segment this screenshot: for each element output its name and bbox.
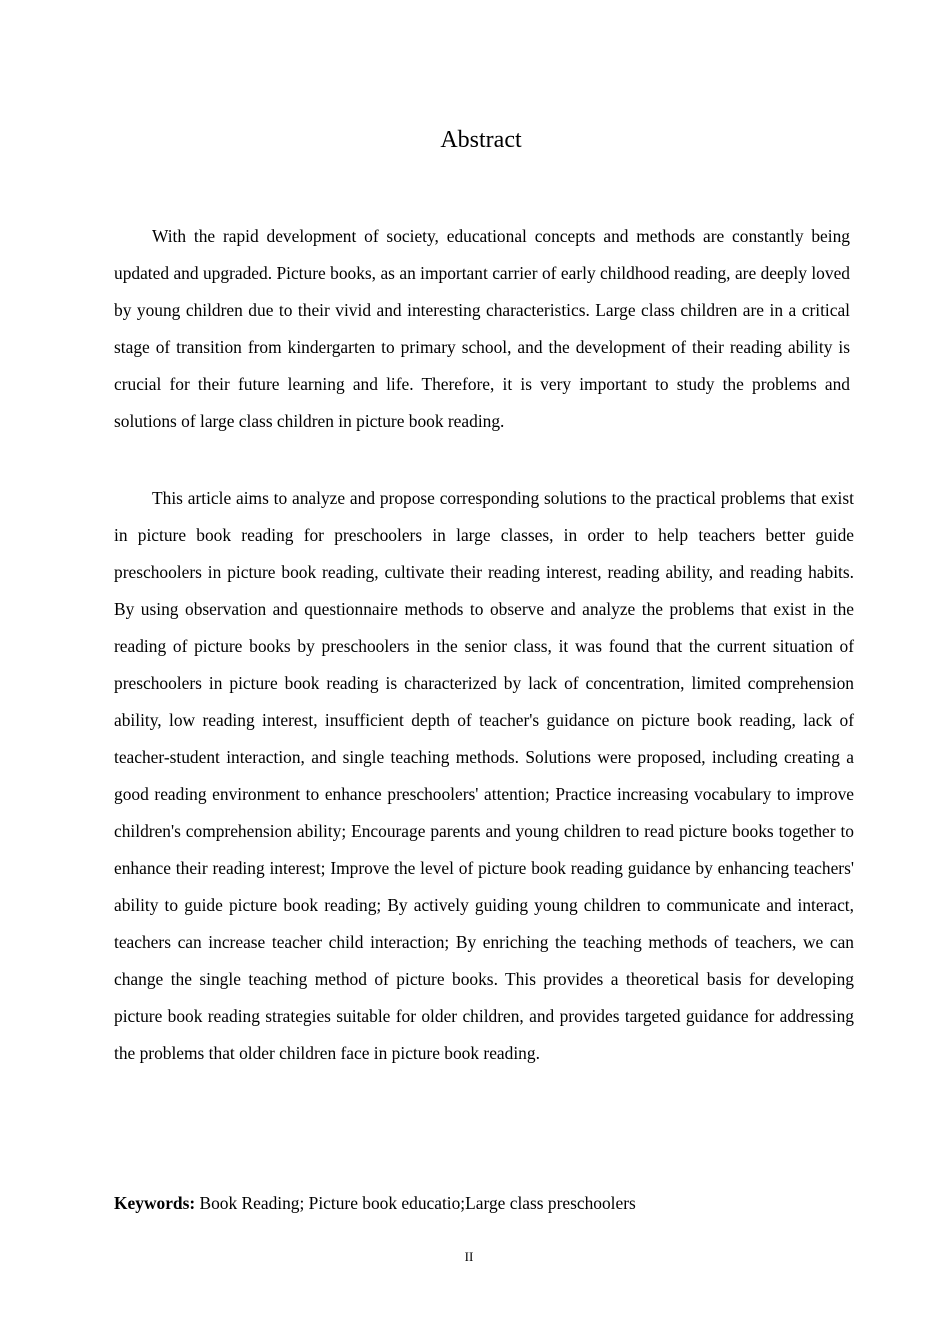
page-number: II [464, 1249, 474, 1264]
keywords-text: Book Reading; Picture book educatio;Large class preschoolers [195, 1193, 636, 1213]
abstract-paragraph-2: This article aims to analyze and propose corresponding solutions to the practical problems that exist in picture book reading for preschoolers in large classes, in order to help teachers better guide preschoolers in picture book reading, cultivate their reading interest, reading ability, and reading habits. By using observation and questionnaire methods to observe and analyze the problems that exist in the reading of picture books by preschoolers in the senior class, it was found that the current situation of preschoolers in picture book reading is characterized by lack of concentration, limited comprehension ability, low reading interest, insufficient depth of teacher's guidance on picture book reading, lack of teacher-student interaction, and single teaching methods. Solutions were proposed, including creating a good reading environment to enhance preschoolers' attention; Practice increasing vocabulary to improve children's comprehension ability; Encourage parents and young children to read picture books together to enhance their reading interest; Improve the level of picture book reading guidance by enhancing teachers' ability to guide picture book reading; By actively guiding young children to communicate and interact, teachers can increase teacher child interaction; By enriching the teaching methods of teachers, we can change the single teaching method of picture books. This provides a theoretical basis for developing picture book reading strategies suitable for older children, and provides targeted guidance for addressing the problems that older children face in picture book reading. [114, 488, 854, 1063]
page-title: Abstract [440, 127, 522, 153]
keywords-label: Keywords: [114, 1193, 196, 1213]
keywords-line [114, 1187, 854, 1219]
abstract-paragraph-1: With the rapid development of society, educational concepts and methods are constantly being updated and upgraded. Picture books, as an important carrier of early childhood reading, are deeply loved by young children due to their vivid and interesting characteristics. Large class children are in a critical stage of transition from kindergarten to primary school, and the development of their reading ability is crucial for their future learning and life. Therefore, it is very important to study the problems and solutions of large class children in picture book reading. [114, 226, 850, 431]
